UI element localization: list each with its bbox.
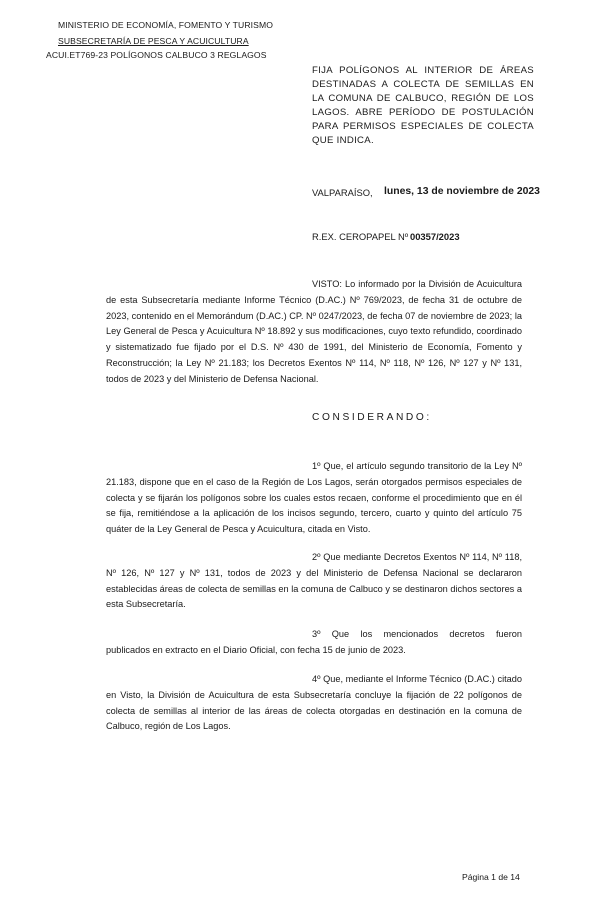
resolution-date: lunes, 13 de noviembre de 2023 [384, 186, 540, 197]
considerando-1: 1º Que, el artículo segundo transitorio de la Ley Nº 21.183, dispone que en el caso de la Región de Los Lagos, serán otorgados permisos especiales de colecta y se fijarán los polígonos sobre los cuales estos recaen, conforme el procedimiento que en él se fija, remitiéndose a la aplicación de los incisos segundo, tercero, cuarto y quinto del artículo 75 quáter de la Ley General de Pesca y Acuicultura, citada en Visto. [106, 461, 522, 535]
page-indicator: Página 1 de 14 [462, 872, 520, 882]
ministry-name: MINISTERIO DE ECONOMÍA, FOMENTO Y TURISMO [58, 20, 273, 30]
considerando-4: 4º Que, mediante el Informe Técnico (D.AC.) citado en Visto, la División de Acuicultura de esta Subsecretaría concluye la fijación de 22 polígonos de colecta de semillas al interior de las áreas de colecta otorgadas en destinación en la comuna de Calbuco, región de Los Lagos. [106, 674, 522, 732]
resolution-title: FIJA POLÍGONOS AL INTERIOR DE ÁREAS DESTINADAS A COLECTA DE SEMILLAS EN LA COMUNA DE CALBUCO, REGIÓN DE LOS LAGOS. ABRE PERÍODO DE POSTULACIÓN PARA PERMISOS ESPECIALES DE COLECTA QUE INDICA. [312, 65, 534, 146]
considerando-heading: CONSIDERANDO: [312, 412, 432, 423]
considerando-3: 3º Que los mencionados decretos fueron publicados en extracto en el Diario Oficial, con fecha 15 de junio de 2023. [106, 629, 522, 655]
resolution-number: 00357/2023 [410, 231, 460, 242]
resolution-label: R.EX. CEROPAPEL Nº [312, 231, 409, 242]
subsecretaria-name: SUBSECRETARÍA DE PESCA Y ACUICULTURA [58, 36, 249, 46]
document-reference: ACUI.ET769-23 POLÍGONOS CALBUCO 3 REGLAGOS [46, 50, 267, 60]
visto-paragraph: VISTO: Lo informado por la División de Acuicultura de esta Subsecretaría mediante Informe Técnico (D.AC.) Nº 769/2023, de fecha 31 de octubre de 2023, contenido en el Memorándum (D.AC.) CP. Nº 0247/2023, de fecha 07 de noviembre de 2023; la Ley General de Pesca y Acuicultura Nº 18.892 y sus modificaciones, cuyo texto refundido, coordinado y sistematizado fue fijado por el D.S. Nº 430 de 1991, del Ministerio de Economía, Fomento y Reconstrucción; la Ley Nº 21.183; los Decretos Exentos Nº 114, Nº 118, Nº 126, Nº 127 y Nº 131, todos de 2023 y del Ministerio de Defensa Nacional. [106, 279, 522, 384]
place-label: VALPARAÍSO, [312, 187, 373, 198]
considerando-2: 2º Que mediante Decretos Exentos Nº 114, Nº 118, Nº 126, Nº 127 y Nº 131, todos de 2023 y del Ministerio de Defensa Nacional se declararon establecidas áreas de colecta de semillas en la comuna de Calbuco y se destinaron dichos sectores a esta Subsecretaría. [106, 552, 522, 610]
